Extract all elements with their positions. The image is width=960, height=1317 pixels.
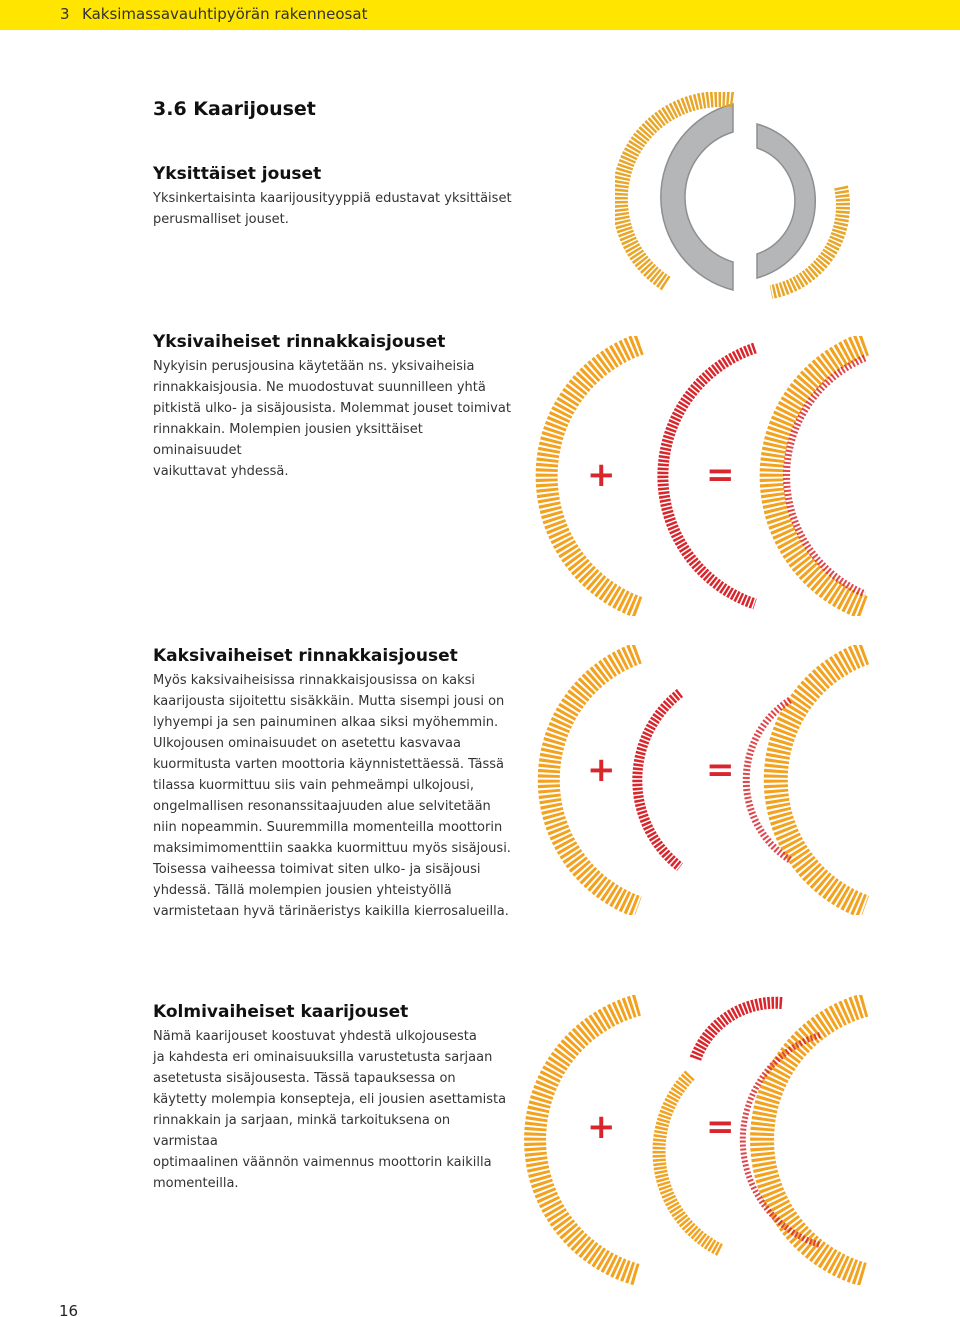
figure-three-stage xyxy=(520,995,890,1285)
text-line: maksimimomenttiin saakka kuormittuu myös sisäjousi. xyxy=(153,841,511,856)
text-line: niin nopeammin. Suuremmilla momenteilla moottorin xyxy=(153,820,503,835)
figure-two-stage-parallel xyxy=(520,645,890,915)
text-line: rinnakkain ja sarjaan, minkä tarkoituksena on varmistaa xyxy=(153,1113,451,1149)
block-heading: Kaksivaiheiset rinnakkaisjouset xyxy=(153,646,458,666)
chapter-number: 3 xyxy=(60,5,70,23)
result-outer-spring xyxy=(776,653,865,907)
text-line: Yksinkertaisinta kaarijousityyppiä edustavat yksittäiset xyxy=(153,191,512,206)
block-heading: Yksittäiset jouset xyxy=(153,164,322,184)
text-line: optimaalinen väännön vaimennus moottorin kaikilla xyxy=(153,1155,492,1170)
text-line: rinnakkain. Molempien jousien yksittäiset ominaisuudet xyxy=(153,422,423,458)
block-single-springs xyxy=(153,163,513,230)
text-line: tilassa kuormittuu siis vain pehmeämpi ulkojousi, xyxy=(153,778,474,793)
inner-spring-bottom xyxy=(659,1075,720,1250)
text-line: Ulkojousen ominaisuudet on asetettu kasvavaa xyxy=(153,736,461,751)
text-line: ongelmallisen resonanssitaajuuden alue selvitetään xyxy=(153,799,491,814)
text-line: rinnakkaisjousia. Ne muodostuvat suunnilleen yhtä xyxy=(153,380,486,395)
plus-sign: + xyxy=(587,750,616,790)
text-line: ja kahdesta eri ominaisuuksilla varustetusta sarjaan xyxy=(153,1050,493,1065)
inner-spring-top xyxy=(695,1003,782,1060)
text-line: perusmalliset jouset. xyxy=(153,212,289,227)
figure-flywheel-arc-springs xyxy=(615,92,875,307)
text-line: yhdessä. Tällä molempien jousien yhteistyöllä xyxy=(153,883,452,898)
section-title: 3.6 Kaarijouset xyxy=(153,98,316,120)
text-line: Nykyisin perusjousina käytetään ns. yksivaiheisia xyxy=(153,359,475,374)
header-bar xyxy=(0,0,960,30)
equals-sign: = xyxy=(706,455,735,495)
text-line: asetetusta sisäjousesta. Tässä tapauksessa on xyxy=(153,1071,456,1086)
text-line: kaarijousta sijoitettu sisäkkäin. Mutta sisempi jousi on xyxy=(153,694,505,709)
text-line: pitkistä ulko- ja sisäjousista. Molemmat jouset toimivat xyxy=(153,401,511,416)
result-outer-spring xyxy=(762,1005,865,1275)
text-line: Nämä kaarijouset koostuvat yhdestä ulkojousesta xyxy=(153,1029,477,1044)
text-line: käytetty molempia konsepteja, eli jousien asettamista xyxy=(153,1092,507,1107)
text-line: momenteilla. xyxy=(153,1176,239,1191)
equals-sign: = xyxy=(706,1107,735,1147)
plus-sign: + xyxy=(587,1107,616,1147)
text-line: Toisessa vaiheessa toimivat siten ulko- ja sisäjousi xyxy=(153,862,481,877)
text-line: varmistetaan hyvä tärinäeristys kaikilla kierrosalueilla. xyxy=(153,904,509,919)
page-number: 16 xyxy=(59,1302,79,1317)
flywheel-plate-left xyxy=(661,104,733,290)
inner-spring-short xyxy=(637,693,680,867)
text-line: Myös kaksivaiheisissa rinnakkaisjousissa on kaksi xyxy=(153,673,476,688)
block-heading: Kolmivaiheiset kaarijouset xyxy=(153,1002,409,1022)
block-heading: Yksivaiheiset rinnakkaisjouset xyxy=(153,332,446,352)
chapter-title: Kaksimassavauhtipyörän rakenneosat xyxy=(82,5,368,23)
block-single-stage-parallel xyxy=(153,331,513,482)
block-two-stage-parallel xyxy=(153,645,513,922)
equals-sign: = xyxy=(706,750,735,790)
plus-sign: + xyxy=(587,455,616,495)
text-line: kuormitusta varten moottoria käynnistettäessä. Tässä xyxy=(153,757,505,772)
block-three-stage xyxy=(153,1001,513,1194)
text-line: lyhyempi ja sen painuminen alkaa siksi myöhemmin. xyxy=(153,715,499,730)
flywheel-plate-right xyxy=(757,124,815,278)
text-line: vaikuttavat yhdessä. xyxy=(153,464,289,479)
figure-single-stage-parallel xyxy=(520,336,890,616)
